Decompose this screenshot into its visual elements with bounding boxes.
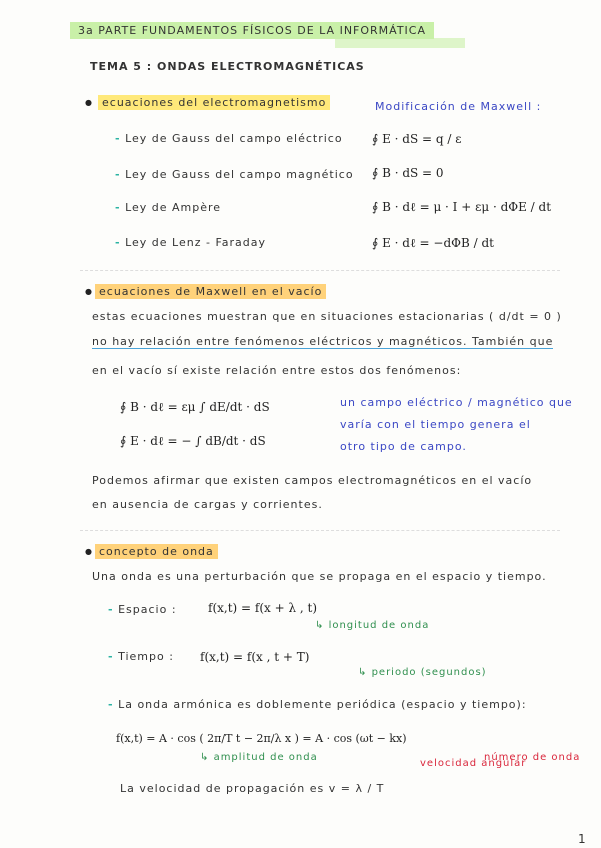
text-line: Podemos afirmar que existen campos electromagnéticos en el vacío xyxy=(92,474,533,487)
annotation: ↳ amplitud de onda xyxy=(200,752,318,763)
equation: ∮ B · dℓ = εμ ∫ dE/dt · dS xyxy=(120,400,270,414)
list-item: - Ley de Gauss del campo magnético xyxy=(115,168,354,181)
text-line: en ausencia de cargas y corrientes. xyxy=(92,498,323,511)
text-line: en el vacío sí existe relación entre estos dos fenómenos: xyxy=(92,364,462,377)
header-highlight xyxy=(335,38,465,48)
text-line: estas ecuaciones muestran que en situaciones estacionarias ( d/dt = 0 ) xyxy=(92,310,562,323)
list-item: - Ley de Lenz - Faraday xyxy=(115,236,266,249)
equation: f(x,t) = f(x , t + T) xyxy=(200,650,310,664)
list-item: - Espacio : xyxy=(108,603,177,616)
equation: f(x,t) = f(x + λ , t) xyxy=(208,601,318,615)
equation: ∮ E · dS = q / ε xyxy=(372,132,462,146)
bullet: ● xyxy=(85,547,92,556)
note-line: otro tipo de campo. xyxy=(340,440,467,453)
section-heading: ecuaciones de Maxwell en el vacío xyxy=(95,284,326,299)
maxwell-note: Modificación de Maxwell : xyxy=(375,100,542,113)
list-item: - Tiempo : xyxy=(108,650,174,663)
equation: ∮ E · dℓ = − ∫ dB/dt · dS xyxy=(120,434,266,448)
bullet: ● xyxy=(85,98,92,107)
header-title: 3a PARTE FUNDAMENTOS FÍSICOS DE LA INFORMÁTICA xyxy=(70,22,434,39)
section-heading: concepto de onda xyxy=(95,544,218,559)
equation: ∮ B · dℓ = μ · I + εμ · dΦE / dt xyxy=(372,200,552,214)
list-item: - Ley de Ampère xyxy=(115,201,222,214)
equation: ∮ E · dℓ = −dΦB / dt xyxy=(372,236,494,250)
text-line: no hay relación entre fenómenos eléctricos y magnéticos. También que xyxy=(92,335,554,348)
list-item: - Ley de Gauss del campo eléctrico xyxy=(115,132,343,145)
equation: ∮ B · dS = 0 xyxy=(372,166,444,180)
topic-title: TEMA 5 : ONDAS ELECTROMAGNÉTICAS xyxy=(90,60,365,73)
divider xyxy=(80,270,560,271)
divider xyxy=(80,530,560,531)
bullet: ● xyxy=(85,287,92,296)
list-item: - La onda armónica es doblemente periódica (espacio y tiempo): xyxy=(108,698,527,711)
note-line: un campo eléctrico / magnético que xyxy=(340,396,573,409)
annotation: número de onda xyxy=(484,752,581,763)
equation: f(x,t) = A · cos ( 2π/T t − 2π/λ x ) = A · cos (ωt − kx) xyxy=(116,732,407,745)
annotation: ↳ longitud de onda xyxy=(315,620,430,631)
text-line: Una onda es una perturbación que se propaga en el espacio y tiempo. xyxy=(92,570,547,583)
annotation: ↳ periodo (segundos) xyxy=(358,667,487,678)
note-line: varía con el tiempo genera el xyxy=(340,418,531,431)
text-line: La velocidad de propagación es v = λ / T xyxy=(120,782,385,795)
page-number: 1 xyxy=(578,832,587,846)
annotation: velocidad angular xyxy=(420,758,527,769)
section-heading: ecuaciones del electromagnetismo xyxy=(98,95,330,110)
